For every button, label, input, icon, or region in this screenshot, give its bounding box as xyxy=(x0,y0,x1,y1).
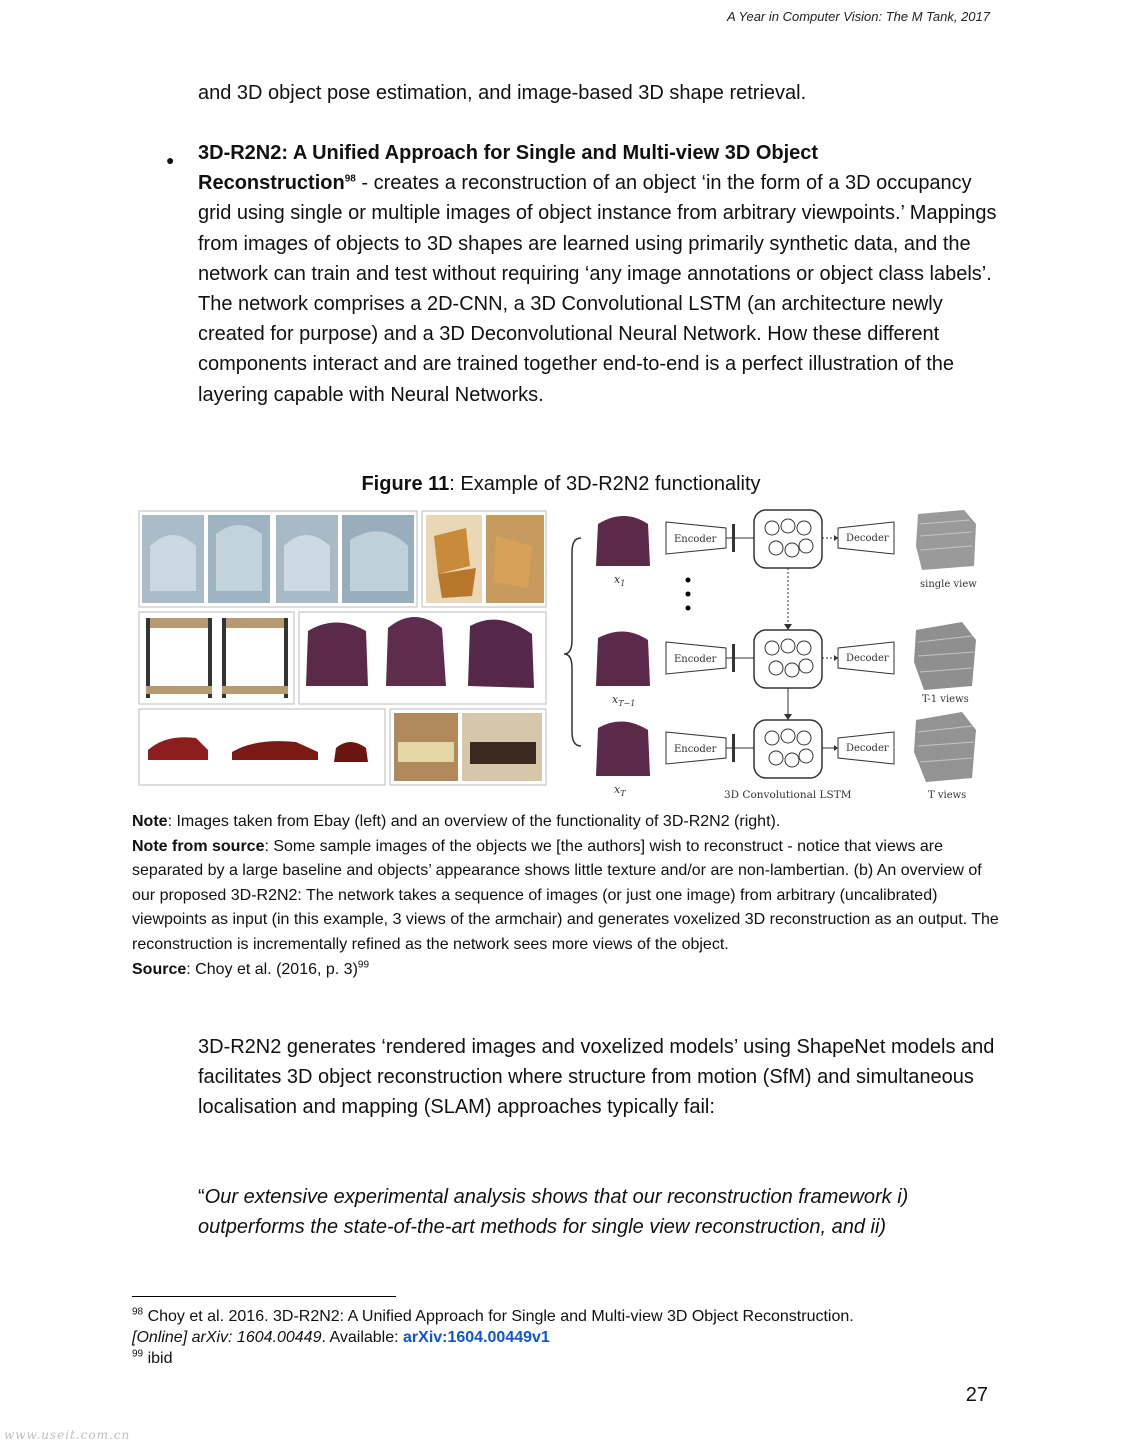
bullet-title-line1: 3D-R2N2: A Unified Approach for Single and Multi-view 3D Object xyxy=(198,142,819,164)
source-note-text: : Some sample images of the objects we [the authors] wish to reconstruct - notice that views are separated by a large baseline and objects’ appearance shows little texture and/or are non-lambertian. (b) An overview of our proposed 3D-R2N2: The network takes a sequence of images (or just one image) from arbitrary (uncalibrated) viewpoints as input (in this example, 3 views of the armchair) and generates voxelized 3D reconstruction as an output. The reconstruction is incrementally refined as the network sees more views of the object. xyxy=(132,837,999,953)
figure-caption-title: : Example of 3D-R2N2 functionality xyxy=(449,473,761,495)
output-label-t-1: T-1 views xyxy=(922,694,969,705)
input-label-xT: $x_T$ xyxy=(614,783,626,798)
output-label-single: single view xyxy=(920,579,977,590)
note-text: : Images taken from Ebay (left) and an overview of the functionality of 3D-R2N2 (right). xyxy=(167,813,781,830)
sample-photos xyxy=(139,511,546,785)
watermark: www.useit.com.cn xyxy=(4,1428,131,1442)
decoder-label-1: Decoder xyxy=(846,533,889,544)
figure-illustration xyxy=(136,506,986,806)
input-chair-1 xyxy=(596,516,650,566)
brace xyxy=(564,538,581,746)
footnote-99-num: 99 xyxy=(132,1348,144,1360)
r2n2-diagram xyxy=(596,510,977,801)
bullet-title-line2: Reconstruction xyxy=(198,172,345,195)
decoder-label-2: Decoder xyxy=(846,653,889,664)
input-chair-3 xyxy=(596,721,650,776)
voxel-output-1 xyxy=(916,510,976,570)
footnotes xyxy=(132,1306,1002,1369)
bullet-text: - creates a reconstruction of an object ‘in the form of a 3D occupancy grid using single or multiple images of object instance from arbitrary viewpoints.’ Mappings from images of objects to 3D shapes are learned using primarily synthetic data, and the network can train and test without requiring ‘any image annotations or object class labels’. The network comprises a 2D-CNN, a 3D Convolutional LSTM (an architecture newly created for purpose) and a 3D Deconvolutional Neural Network. How these different components interact and are trained together end-to-end is a perfect illustration of the layering capable with Neural Networks. xyxy=(198,172,997,406)
source-label: Source xyxy=(132,960,187,978)
arxiv-link[interactable]: arXiv:1604.00449v1 xyxy=(403,1329,550,1346)
input-label-x1: $x_1$ xyxy=(614,573,626,588)
footnote-99 xyxy=(132,1348,1002,1369)
footnote-98-num: 98 xyxy=(132,1306,144,1318)
footnote-98-text: Choy et al. 2016. 3D-R2N2: A Unified Approach for Single and Multi-view 3D Object Reconstruction. xyxy=(143,1308,854,1325)
source-note-label: Note from source xyxy=(132,837,265,855)
page-number: 27 xyxy=(965,1384,988,1406)
decoder-label-3: Decoder xyxy=(846,743,889,754)
running-header: A Year in Computer Vision: The M Tank, 2017 xyxy=(726,9,990,24)
voxel-output-3 xyxy=(914,712,976,782)
figure-label: Figure 11 xyxy=(361,473,450,495)
figure-11 xyxy=(136,506,986,806)
input-label-xT-1: $x_{T-1}$ xyxy=(612,693,636,708)
output-label-t: T views xyxy=(928,790,967,801)
footnote-98 xyxy=(132,1306,1002,1348)
footnote-98-italic: [Online] arXiv: 1604.00449 xyxy=(132,1329,322,1346)
footnote-ref-98[interactable]: 98 xyxy=(344,173,356,185)
figure-caption xyxy=(132,810,1002,982)
bullet-item-3d-r2n2 xyxy=(198,138,998,410)
encoder-label-1: Encoder xyxy=(674,534,717,545)
footnote-divider xyxy=(132,1296,396,1297)
quote-text: Our extensive experimental analysis shows that our reconstruction framework i) outperforms the state-of-the-art methods for single view reconstruction, and ii) xyxy=(198,1186,909,1239)
footnote-98-available: . Available: xyxy=(321,1329,404,1346)
input-chair-2 xyxy=(596,631,650,686)
bullet-icon: ● xyxy=(166,152,175,168)
footnote-99-text: ibid xyxy=(143,1350,173,1367)
paragraph-shapenet: 3D-R2N2 generates ‘rendered images and voxelized models’ using ShapeNet models and facilitates 3D object reconstruction where structure from motion (SfM) and simultaneous localisation and mapping (SLAM) approaches typically fail: xyxy=(198,1036,995,1119)
source-text: : Choy et al. (2016, p. 3) xyxy=(186,960,358,978)
quote-open: “ xyxy=(198,1186,205,1208)
quote-paragraph xyxy=(198,1182,998,1242)
note-label: Note xyxy=(132,813,168,830)
figure-title xyxy=(0,473,1122,496)
encoder-label-3: Encoder xyxy=(674,744,717,755)
encoder-label-2: Encoder xyxy=(674,654,717,665)
footnote-ref-99[interactable]: 99 xyxy=(357,959,370,971)
paragraph-continuation: and 3D object pose estimation, and image-based 3D shape retrieval. xyxy=(198,82,807,104)
lstm-label: 3D Convolutional LSTM xyxy=(724,789,852,801)
